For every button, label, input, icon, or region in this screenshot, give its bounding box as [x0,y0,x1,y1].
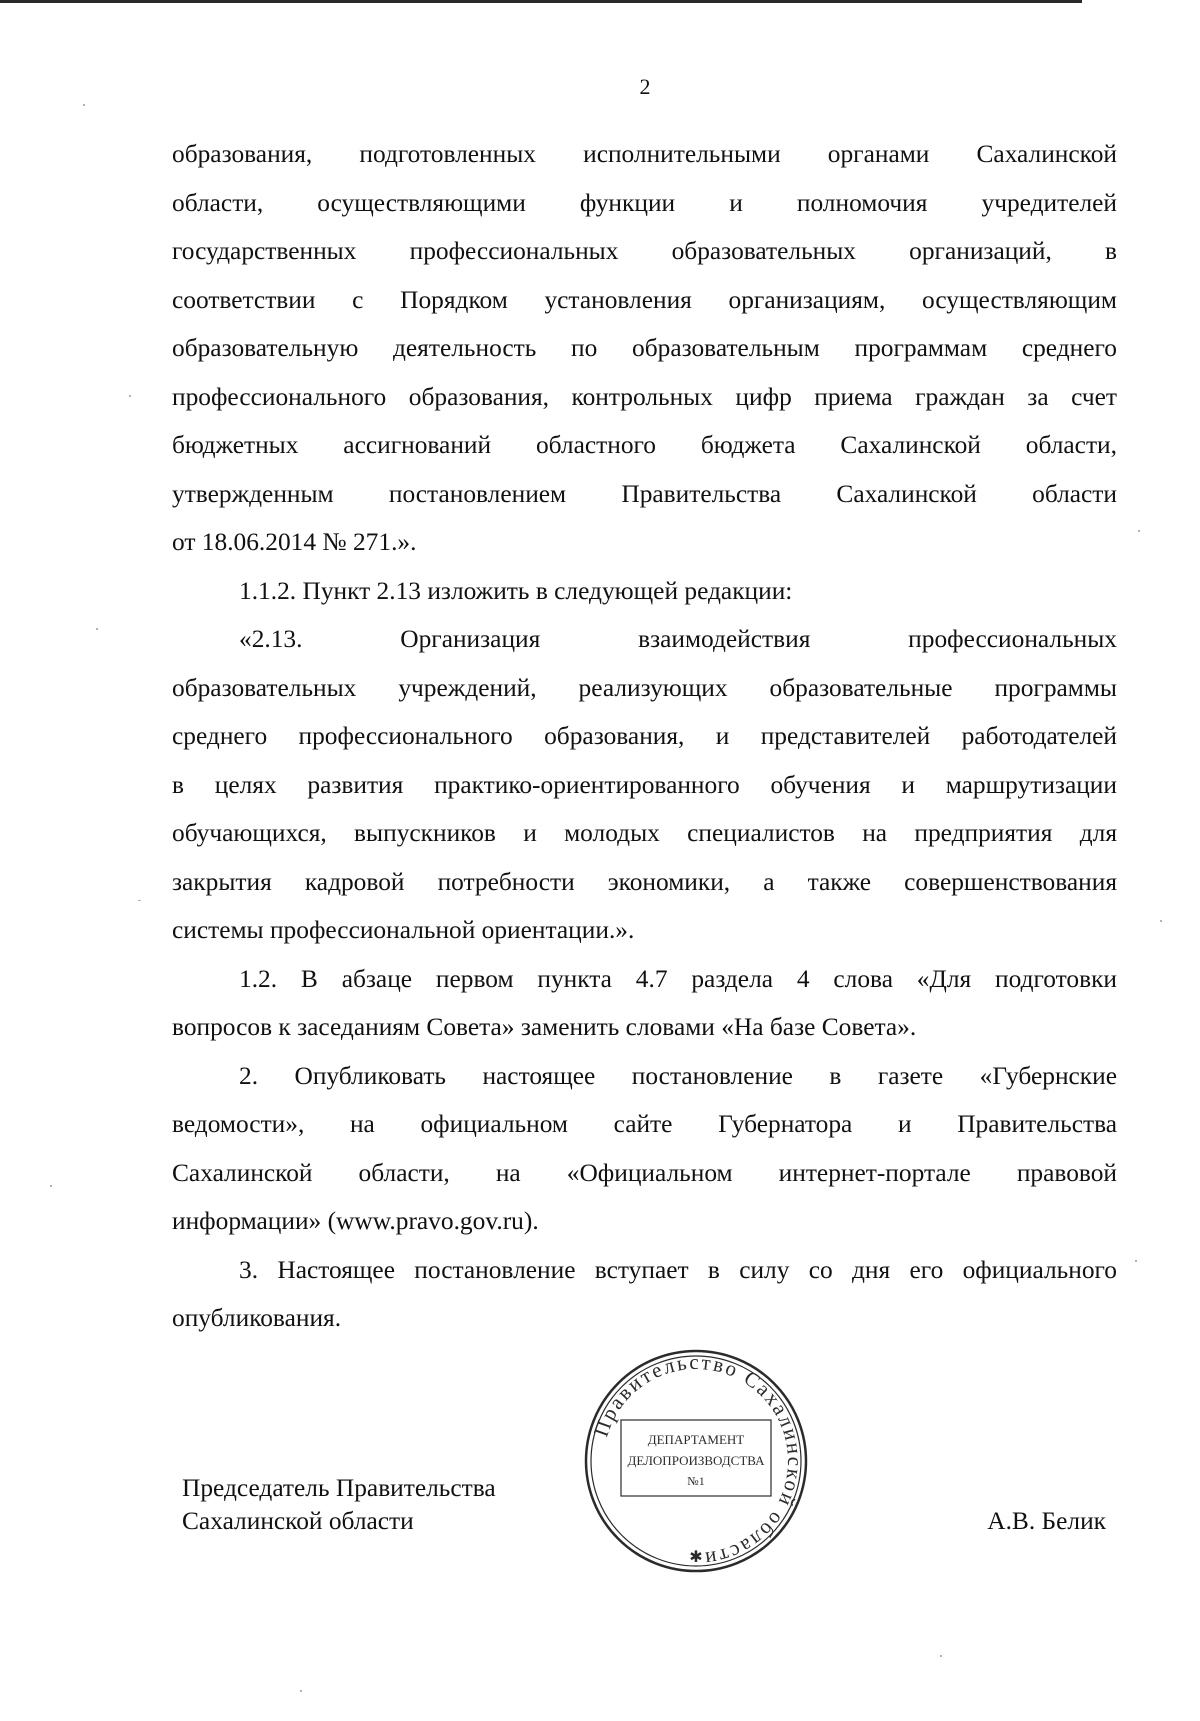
seal-inner-line: №1 [687,1474,705,1488]
text-line: соответствии с Порядком установления организациям, осуществляющим [172,285,1117,314]
text-line: ведомости», на официальном сайте Губернатора и Правительства [172,1110,1117,1138]
scan-speck [129,395,131,397]
seal-star-icon: ✱ [689,1549,703,1566]
text-line: информации» (www.pravo.gov.ru). [172,1207,539,1235]
paragraph [172,615,1117,955]
paragraph [172,1052,1117,1246]
text-line: 1.1.2. Пункт 2.13 изложить в следующей редакции: [239,576,793,605]
paragraph [172,955,1117,1052]
scan-speck [1160,920,1162,922]
text-line: 3. Настоящее постановление вступает в силу со дня его официального [239,1255,1117,1284]
paragraph [172,1246,1117,1343]
text-line: «2.13. Организация взаимодействия профессиональных [239,625,1117,653]
text-line: государственных профессиональных образовательных организаций, в [172,237,1117,265]
scan-speck [1138,530,1140,532]
text-line: образования, подготовленных исполнительными органами Сахалинской [172,140,1117,168]
scan-speck [138,900,141,901]
signatory-position [182,1472,496,1538]
text-line: в целях развития практико-ориентированного обучения и маршрутизации [172,770,1117,799]
text-line: образовательную деятельность по образовательным программам среднего [172,334,1117,362]
text-line: вопросов к заседаниям Совета» заменить словами «На базе Совета». [172,1013,917,1041]
official-seal-stamp [583,1348,809,1574]
signatory-name: А.В. Белик [987,1507,1106,1535]
signatory-position-line: Сахалинской области [182,1507,414,1535]
text-line: обучающихся, выпускников и молодых специалистов на предприятия для [172,819,1117,847]
text-line: от 18.06.2014 № 271.». [172,528,417,556]
seal-inner-line: ДЕПАРТАМЕНТ [647,1432,745,1447]
text-line: 1.2. В абзаце первом пункта 4.7 раздела 4 слова «Для подготовки [239,964,1117,993]
text-line: образовательных учреждений, реализующих образовательные программы [172,673,1117,702]
scan-speck [83,104,85,106]
seal-inner-line: ДЕЛОПРОИЗВОДСТВА [627,1453,765,1468]
text-line: Сахалинской области, на «Официальном интернет-портале правовой [172,1158,1117,1187]
paragraph [172,130,1117,567]
text-line: области, осуществляющими функции и полномочия учредителей [172,188,1117,217]
text-line: среднего профессионального образования, и представителей работодателей [172,722,1117,750]
text-line: утвержденным постановлением Правительства Сахалинской области [172,479,1117,508]
scan-speck [300,1690,302,1692]
document-body [172,130,1117,1343]
scan-speck [940,1655,942,1657]
text-line: бюджетных ассигнований областного бюджета Сахалинской области, [172,431,1117,459]
top-border-line [0,0,1082,3]
signatory-position-line: Председатель Правительства [182,1474,496,1502]
text-line: системы профессиональной ориентации.». [172,916,635,944]
scan-speck [1135,1260,1137,1262]
text-line: профессионального образования, контрольных цифр приема граждан за счет [172,382,1117,411]
scan-speck [50,1185,52,1187]
text-line: опубликования. [172,1304,342,1332]
paragraph [172,567,1117,616]
scan-speck [96,628,98,630]
page-number: 2 [639,74,651,99]
text-line: 2. Опубликовать настоящее постановление в газете «Губернские [239,1061,1117,1090]
seal-outer-text: Правительство Сахалинской области [588,1349,808,1572]
text-line: закрытия кадровой потребности экономики, а также совершенствования [172,867,1117,896]
